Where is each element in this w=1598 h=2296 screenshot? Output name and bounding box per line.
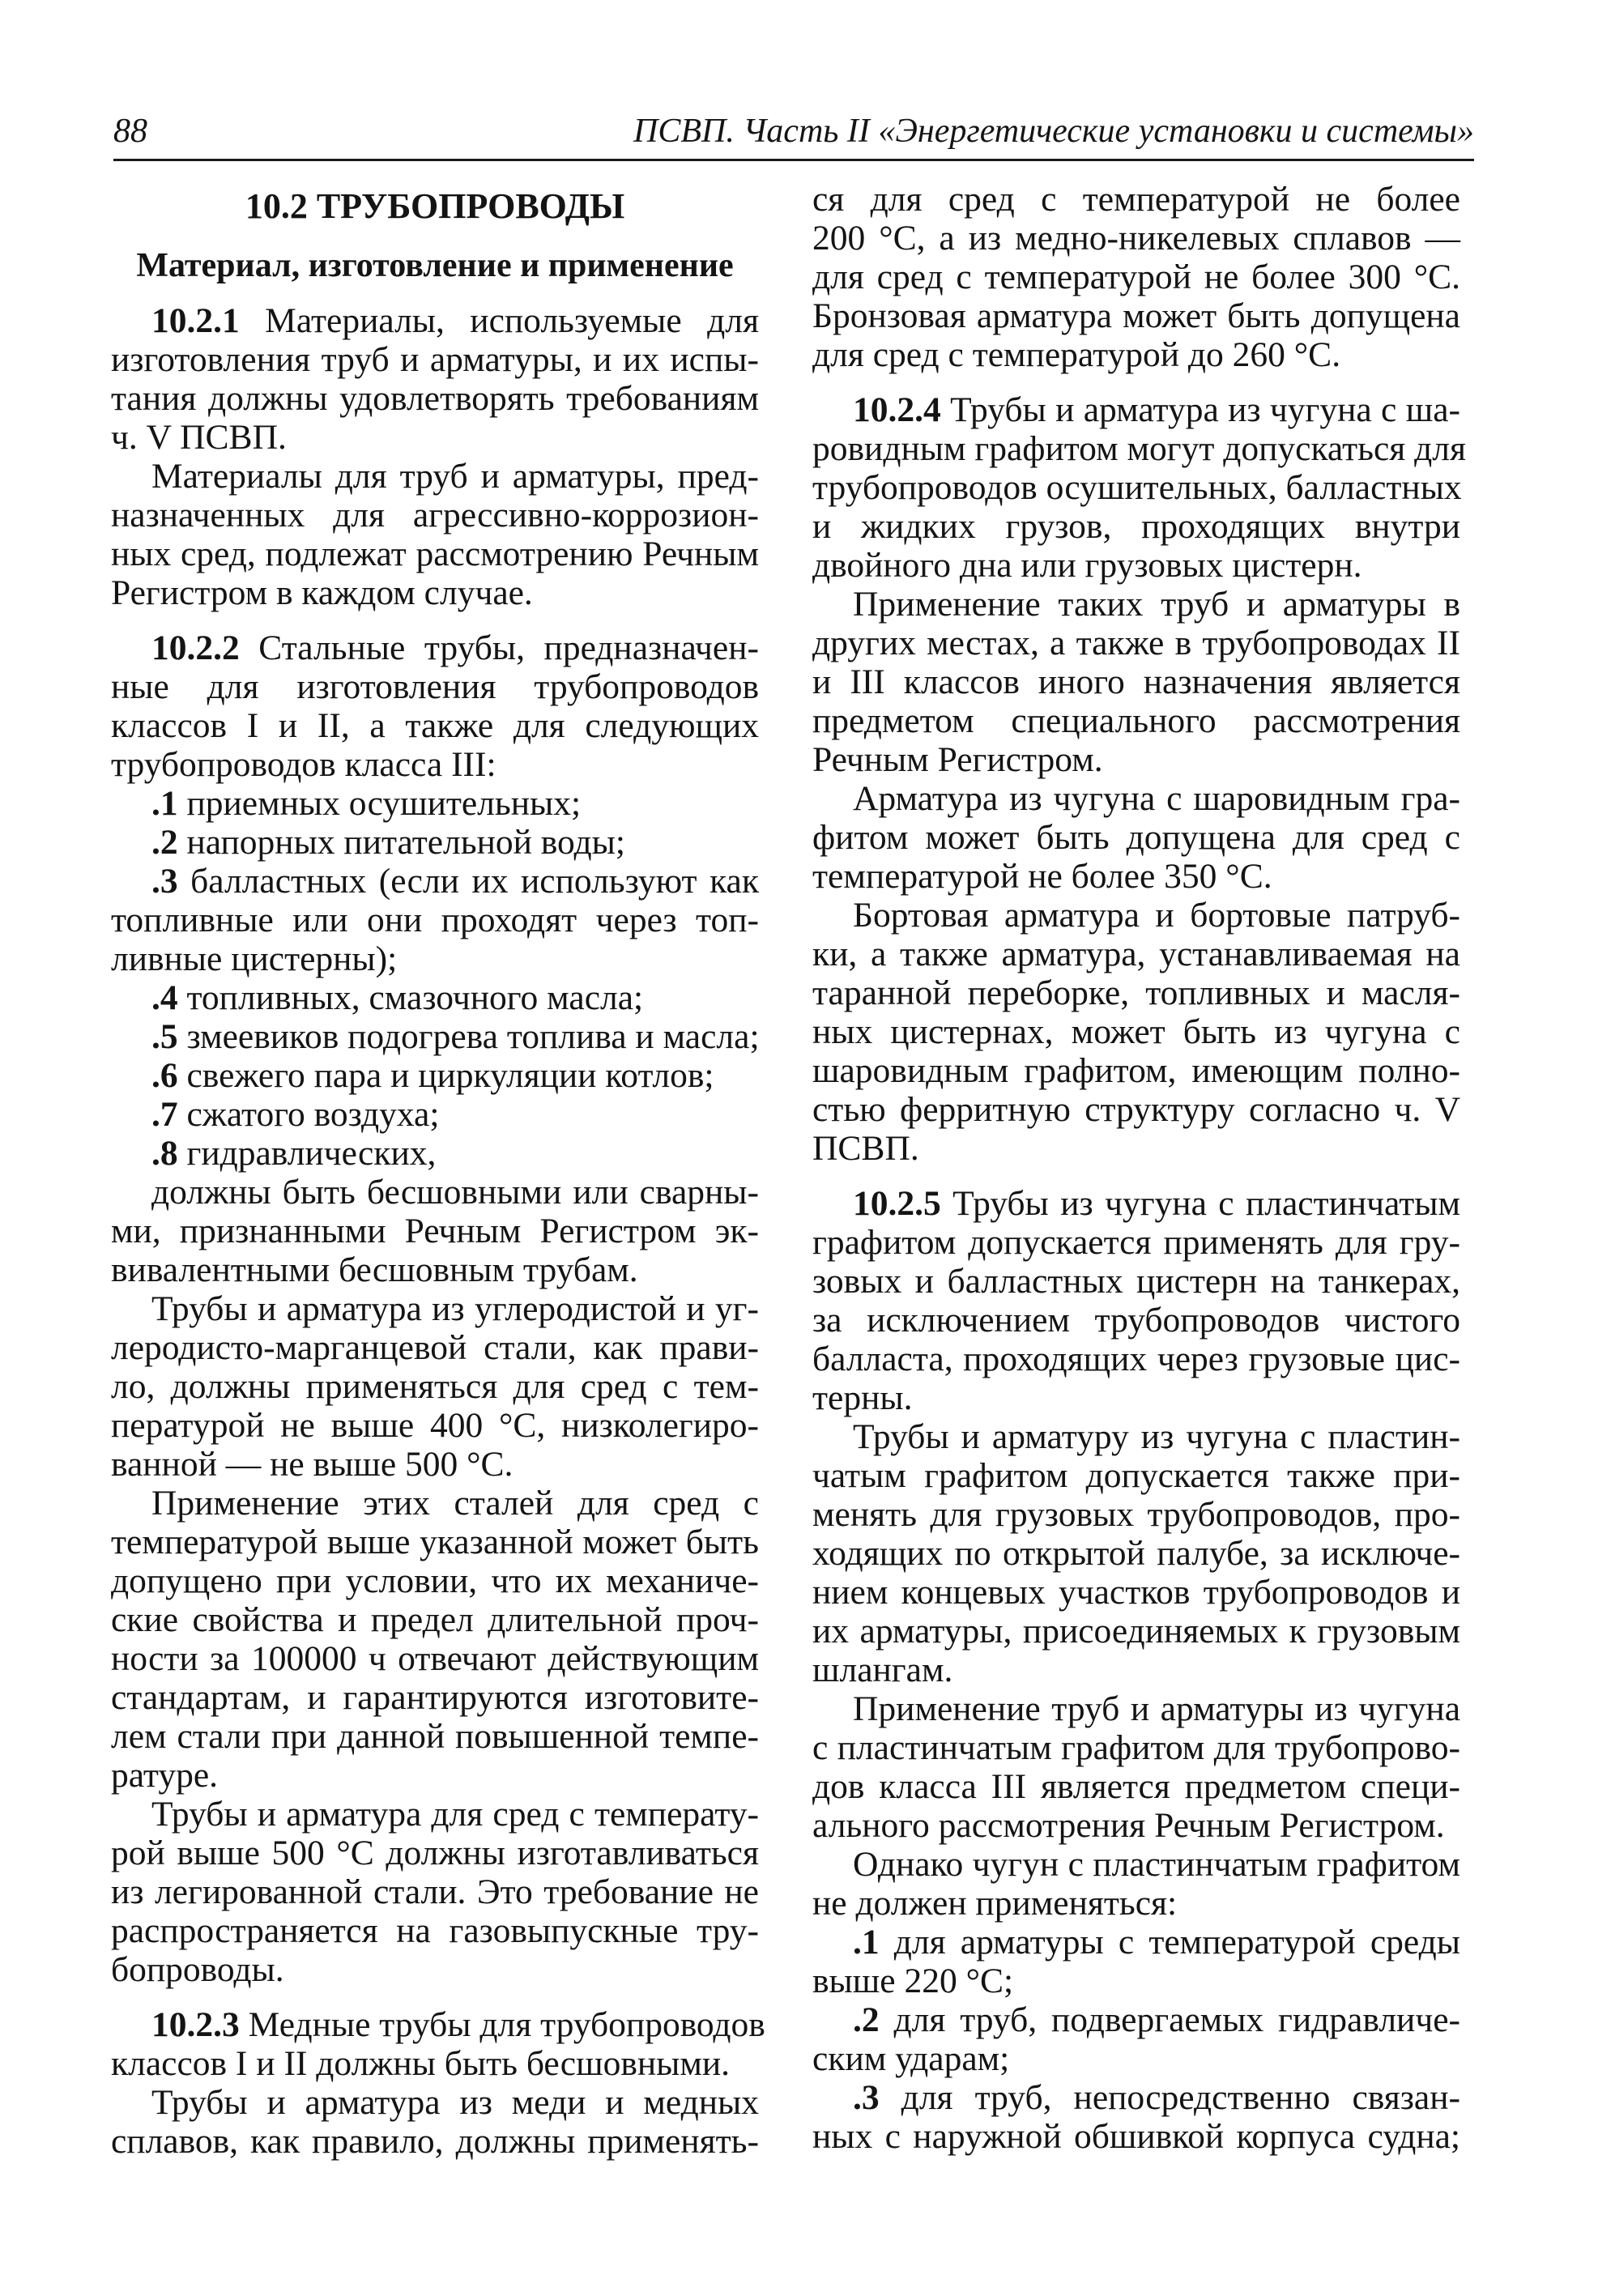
paragraph [111,1484,759,1795]
text-line: Материалы для труб и арматуры, пред- [151,457,759,496]
text-line: допущено при условии, что их механиче- [111,1561,759,1600]
text-line: пературой не выше 400 °С, низколегиро- [111,1406,759,1445]
clause-number: 10.2.3 [151,2005,240,2044]
text-line: выше 220 °С; [812,1962,1014,2000]
text-line: 10.2.4 Трубы и арматура из чугуна с ша- [853,390,1460,429]
clause-number: 10.2.4 [853,390,941,429]
text-line: бопроводы. [111,1950,284,1989]
text-line: ч. V ПСВП. [111,418,287,457]
text-line: дов класса III является предметом специ- [812,1767,1460,1806]
text-line: Применение этих сталей для сред с [151,1484,759,1523]
text-line: ального рассмотрения Речным Регистром. [812,1806,1445,1845]
text-line: ности за 100000 ч отвечают действующим [111,1639,759,1678]
text-line: ПСВП. [812,1129,919,1168]
list-item: .1 приемных осушительных; [151,784,582,823]
text-line: Регистром в каждом случае. [111,573,533,612]
text-line: графитом допускается применять для гру- [812,1223,1460,1262]
text-line: с пластинчатым графитом для трубопрово- [812,1728,1460,1767]
text-line: 10.2.2 Стальные трубы, предназначен- [151,628,759,667]
text-line: для сред с температурой не более 300 °С. [812,258,1460,296]
text-line: леродисто-марганцевой стали, как прави- [111,1328,759,1367]
paragraph-10-2-2 [111,628,759,1289]
text-line: Речным Регистром. [812,740,1103,779]
paragraph-10-2-5 [812,1184,1460,1417]
text-line: Применение труб и арматуры из чугуна [853,1689,1460,1728]
section-title: 10.2 ТРУБОПРОВОДЫ [245,186,625,226]
text-line: таранной переборке, топливных и масля- [812,973,1460,1012]
paragraph-10-2-3 [111,2005,765,2083]
text-line: терны. [812,1378,913,1417]
text-line: изготовления труб и арматуры, и их испы- [111,340,759,379]
right-column [812,180,1467,2156]
text-line: нием концевых участков трубопроводов и [812,1573,1460,1612]
text-line: Трубы и арматура из меди и медных [151,2083,759,2122]
text-line: ровидным графитом могут допускаться для [812,429,1467,468]
text-line: Трубы и арматура из углеродистой и уг- [151,1289,759,1328]
running-title: ПСВП. Часть II «Энергетические установки и системы» [633,113,1474,150]
text-line: их арматуры, присоединяемых к грузовым [812,1612,1460,1651]
text-line: фитом может быть допущена для сред с [812,818,1460,857]
text-line: ных сред, подлежат рассмотрению Речным [111,535,759,573]
text-line: 10.2.1 Материалы, используемые для [151,301,759,340]
text-line: балласта, проходящих через грузовые цис- [812,1340,1460,1378]
text-line: шлангам. [812,1651,953,1689]
paragraph [812,1689,1460,1845]
text-line: вивалентными бесшовным трубам. [111,1250,638,1289]
paragraph [111,2083,759,2161]
paragraph [812,1417,1460,1689]
text-line: топливные или они проходят через топ- [111,901,759,939]
text-line: стандартам, и гарантируются изготовите- [111,1678,759,1717]
paragraph [812,585,1460,779]
list-item: .7 сжатого воздуха; [151,1095,440,1134]
text-line: трубопроводов осушительных, балластных [812,468,1462,507]
text-line: Однако чугун с пластинчатым графитом [853,1845,1460,1884]
paragraph [111,457,759,612]
left-column [111,180,765,2161]
text-line: ские свойства и предел длительной проч- [111,1600,759,1639]
text-line: Трубы и арматура для сред с температу- [151,1795,759,1834]
text-line: не должен применяться: [812,1884,1178,1923]
page-header [113,112,1474,157]
text-line: ми, признанными Речным Регистром эк- [111,1212,759,1250]
text-line: стью ферритную структуру согласно ч. V [812,1090,1460,1129]
text-line: 10.2.5 Трубы из чугуна с пластинчатым [853,1184,1460,1223]
paragraph-10-2-4 [812,390,1467,585]
text-line: классов I и II должны быть бесшовными. [111,2044,731,2083]
text-line: ским ударам; [812,2039,1010,2078]
text-line: Применение таких труб и арматуры в [853,585,1460,624]
list-item: .3 балластных (если их используют как [151,862,759,901]
text-line: и жидких грузов, проходящих внутри [812,507,1460,546]
text-line: должны быть бесшовными или сварны- [151,1173,759,1212]
list-item: .3 для труб, непосредственно связан- [853,2078,1460,2117]
text-line: из легированной стали. Это требование не [111,1872,759,1911]
text-line: Бронзовая арматура может быть допущена [812,296,1460,335]
text-line: ных с наружной обшивкой корпуса судна; [812,2117,1460,2156]
text-line: сплавов, как правило, должны применять- [111,2122,759,2161]
text-line: за исключением трубопроводов чистого [812,1301,1460,1340]
text-line: 200 °С, а из медно-никелевых сплавов — [812,219,1460,258]
text-line: ные для изготовления трубопроводов [111,667,759,706]
list-item: .2 для труб, подвергаемых гидравличе- [853,2000,1460,2039]
text-line: тания должны удовлетворять требованиям [111,379,759,418]
text-line: назначенных для агрессивно-коррозион- [111,496,759,535]
text-line: чатым графитом допускается также при- [812,1456,1460,1495]
header-rule [113,159,1474,161]
page-number: 88 [113,113,147,150]
clause-number: 10.2.1 [151,301,240,340]
list-item: .6 свежего пара и циркуляции котлов; [151,1056,714,1095]
paragraph [812,1845,1460,2156]
text-line: Бортовая арматура и бортовые патруб- [853,896,1460,935]
paragraph [812,779,1460,896]
text-line: рой выше 500 °С должны изготавливаться [111,1834,759,1872]
paragraph [111,1795,759,1989]
text-line: ходящих по открытой палубе, за исключе- [812,1534,1460,1573]
paragraph [812,180,1460,374]
clause-number: 10.2.5 [853,1184,941,1223]
text-line: ванной — не выше 500 °С. [111,1445,513,1484]
paragraph [812,896,1460,1168]
text-line: ратуре. [111,1756,219,1795]
text-line: ных цистернах, может быть из чугуна с [812,1012,1460,1051]
text-line: предметом специального рассмотрения [812,701,1460,740]
text-line: других местах, а также в трубопроводах II [812,624,1460,662]
text-line: шаровидным графитом, имеющим полно- [812,1051,1460,1090]
text-line: ло, должны применяться для сред с тем- [111,1367,759,1406]
section-subtitle: Материал, изготовление и применение [136,247,734,284]
list-item: .1 для арматуры с температурой среды [853,1923,1460,1962]
paragraph [111,1289,759,1484]
list-item: .4 топливных, смазочного масла; [151,978,644,1017]
text-line: Трубы и арматуру из чугуна с пластин- [853,1417,1460,1456]
text-line: распространяется на газовыпускные тру- [111,1911,759,1950]
text-line: ся для сред с температурой не более [812,180,1460,219]
text-line: менять для грузовых трубопроводов, про- [812,1495,1460,1534]
text-line: Арматура из чугуна с шаровидным гра- [853,779,1460,818]
text-line: зовых и балластных цистерн на танкерах, [812,1262,1460,1301]
text-line: лем стали при данной повышенной темпе- [111,1717,759,1756]
list-item: .8 гидравлических, [151,1134,437,1173]
text-line: ки, а также арматура, устанавливаемая на [812,935,1460,973]
text-line: ливные цистерны); [111,939,398,978]
text-line: двойного дна или грузовых цистерн. [812,546,1362,585]
text-line: температурой не более 350 °С. [812,857,1272,896]
text-line: 10.2.3 Медные трубы для трубопроводов [151,2005,765,2044]
text-line: трубопроводов класса III: [111,745,496,784]
text-line: классов I и II, а также для следующих [111,706,759,745]
text-line: температурой выше указанной может быть [111,1523,759,1561]
paragraph-10-2-1 [111,301,759,457]
text-line: и III классов иного назначения является [812,662,1460,701]
text-line: для сред с температурой до 260 °С. [812,335,1341,374]
list-item: .5 змеевиков подогрева топлива и масла; [151,1017,760,1056]
clause-number: 10.2.2 [151,628,240,667]
list-item: .2 напорных питательной воды; [151,823,625,862]
